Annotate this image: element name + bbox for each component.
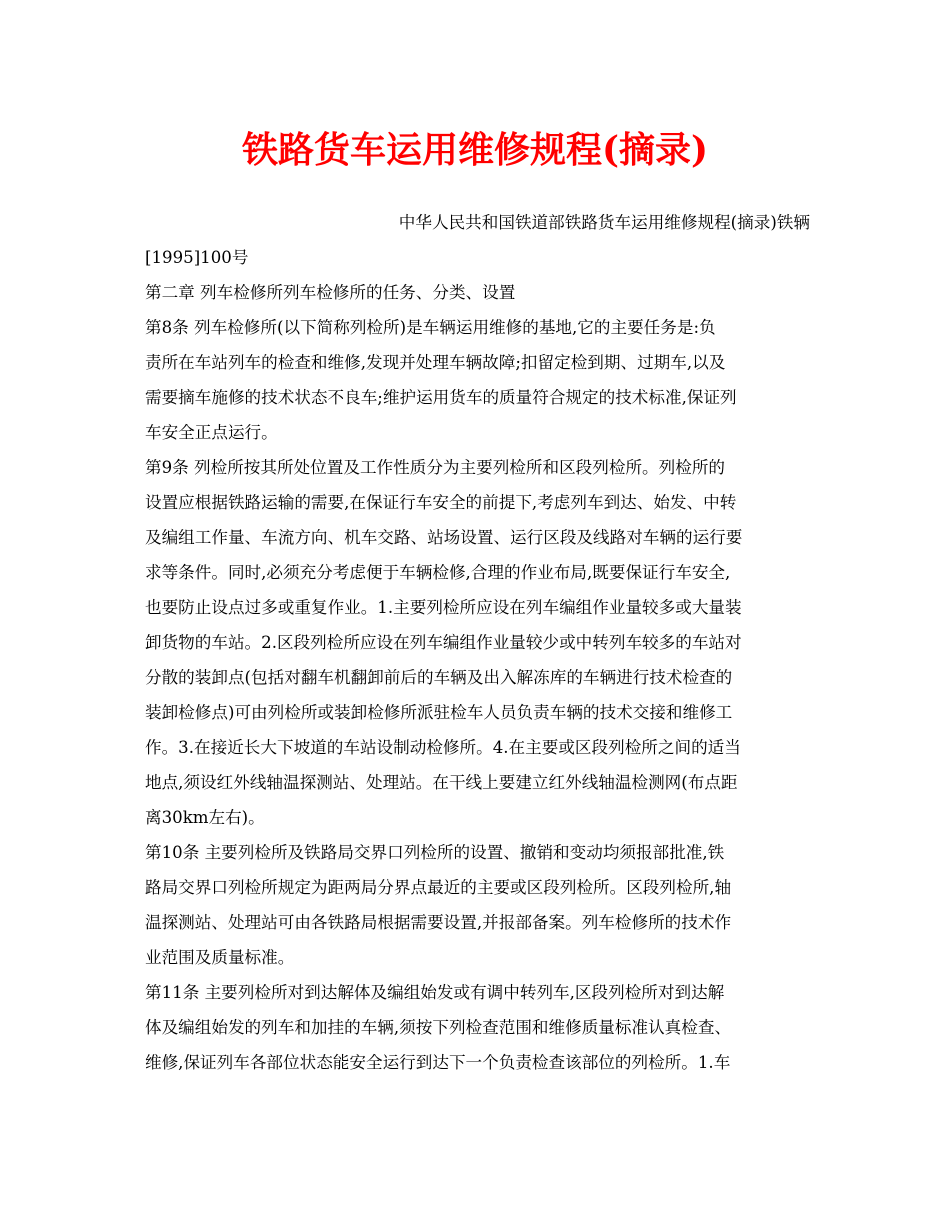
text-line: 路局交界口列检所规定为距两局分界点最近的主要或区段列检所。区段列检所,轴	[145, 878, 732, 897]
text-line: 地点,须设红外线轴温探测站、处理站。在干线上要建立红外线轴温检测网(布点距	[145, 773, 738, 792]
text-line: 中华人民共和国铁道部铁路货车运用维修规程(摘录)铁辆	[398, 213, 810, 232]
text-line: 作。3.在接近长大下坡道的车站设制动检修所。4.在主要或区段列检所之间的适当	[145, 738, 741, 757]
document-title: 铁路货车运用维修规程(摘录)	[241, 129, 709, 171]
text-line: 体及编组始发的列车和加挂的车辆,须按下列检查范围和维修质量标准认真检查、	[145, 1018, 732, 1037]
text-line: 温探测站、处理站可由各铁路局根据需要设置,并报部备案。列车检修所的技术作	[145, 913, 732, 932]
text-line: 分散的装卸点(包括对翻车机翻卸前后的车辆及出入解冻库的车辆进行技术检查的	[145, 668, 733, 687]
text-line: 求等条件。同时,必须充分考虑便于车辆检修,合理的作业布局,既要保证行车安全,	[145, 563, 731, 582]
text-line: 及编组工作量、车流方向、机车交路、站场设置、运行区段及线路对车辆的运行要	[145, 528, 743, 547]
document-body	[145, 205, 810, 1080]
text-line: 第10条 主要列检所及铁路局交界口列检所的设置、撤销和变动均须报部批准,铁	[145, 843, 725, 862]
text-line: 第8条 列车检修所(以下简称列检所)是车辆运用维修的基地,它的主要任务是:负	[145, 318, 716, 337]
text-line: 装卸检修点)可由列检所或装卸检修所派驻检车人员负责车辆的技术交接和维修工	[145, 703, 733, 722]
text-line: 第9条 列检所按其所处位置及工作性质分为主要列检所和区段列检所。列检所的	[145, 458, 726, 477]
text-line: 离30km左右)。	[145, 808, 265, 827]
text-line: 车安全正点运行。	[145, 423, 278, 442]
text-line: 业范围及质量标准。	[145, 948, 295, 967]
text-line: 需要摘车施修的技术状态不良车;维护运用货车的质量符合规定的技术标准,保证列	[145, 388, 737, 407]
text-line: [1995]100号	[145, 248, 249, 267]
text-line: 第11条 主要列检所对到达解体及编组始发或有调中转列车,区段列检所对到达解	[145, 983, 725, 1002]
chapter-heading: 第二章 列车检修所列车检修所的任务、分类、设置	[145, 283, 516, 302]
text-line: 卸货物的车站。2.区段列检所应设在列车编组作业量较少或中转列车较多的车站对	[145, 633, 742, 652]
text-line: 维修,保证列车各部位状态能安全运行到达下一个负责检查该部位的列检所。1.车	[145, 1053, 731, 1072]
text-line: 责所在车站列车的检查和维修,发现并处理车辆故障;扣留定检到期、过期车,以及	[145, 353, 726, 372]
text-line: 设置应根据铁路运输的需要,在保证行车安全的前提下,考虑列车到达、始发、中转	[145, 493, 737, 512]
text-line: 也要防止设点过多或重复作业。1.主要列检所应设在列车编组作业量较多或大量装	[145, 598, 742, 617]
